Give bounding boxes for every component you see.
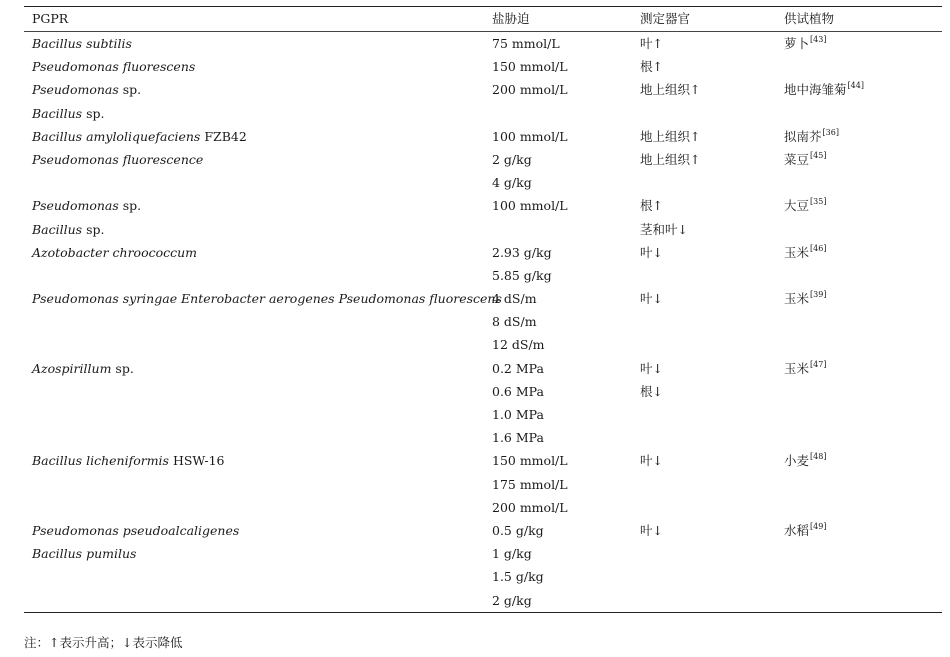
cell-organ: 地上组织↑ <box>640 82 701 98</box>
cell-plant <box>784 449 826 472</box>
cell-stress: 1.6 MPa <box>492 430 544 446</box>
plant-name: 大豆 <box>784 198 810 214</box>
table-row <box>24 171 942 194</box>
cell-stress: 4 dS/m <box>492 291 537 307</box>
cell-organ: 叶↓ <box>640 244 663 260</box>
plant-name: 玉米 <box>784 360 810 376</box>
cell-stress: 4 g/kg <box>492 175 532 191</box>
table-row <box>24 426 942 449</box>
cell-plant <box>784 333 785 356</box>
table-row <box>24 264 942 287</box>
cell-stress: 2.93 g/kg <box>492 244 552 260</box>
pgpr-name: Bacillus <box>32 221 83 237</box>
header-pgpr: PGPR <box>32 11 69 26</box>
plant-name: 小麦 <box>784 453 810 469</box>
table-row <box>24 78 942 101</box>
table-row <box>24 380 942 403</box>
table-row <box>24 542 942 565</box>
cell-pgpr <box>32 125 247 148</box>
cell-pgpr <box>32 542 136 565</box>
cell-pgpr <box>32 218 104 241</box>
cell-stress: 100 mmol/L <box>492 198 568 214</box>
pgpr-name: Bacillus pumilus <box>32 546 137 562</box>
cell-plant <box>784 519 826 542</box>
cell-organ: 茎和叶↓ <box>640 221 688 237</box>
cell-stress: 175 mmol/L <box>492 476 568 492</box>
cell-organ: 根↑ <box>640 198 663 214</box>
pgpr-suffix: FZB42 <box>200 128 247 144</box>
cell-organ: 根↓ <box>640 383 663 399</box>
reference-number: [36] <box>822 127 839 137</box>
pgpr-name: Bacillus <box>32 105 83 121</box>
reference-number: [43] <box>810 35 827 44</box>
table-row <box>24 310 942 333</box>
pgpr-suffix: HSW-16 <box>168 453 225 469</box>
cell-organ: 叶↓ <box>640 291 663 307</box>
cell-plant <box>784 542 785 565</box>
table-row <box>24 125 942 148</box>
reference-number: [45] <box>810 150 827 160</box>
cell-plant <box>784 148 826 171</box>
cell-organ: 叶↓ <box>640 360 663 376</box>
cell-organ: 根↑ <box>640 59 663 75</box>
cell-pgpr <box>32 32 132 55</box>
cell-plant <box>784 473 785 496</box>
table-row <box>24 32 942 55</box>
cell-plant <box>784 102 785 125</box>
cell-organ: 叶↓ <box>640 453 663 469</box>
pgpr-name: Pseudomonas pseudoalcaligenes <box>32 522 240 538</box>
bottom-rule <box>24 612 942 613</box>
cell-pgpr <box>32 194 141 217</box>
cell-stress: 200 mmol/L <box>492 499 568 515</box>
cell-plant <box>784 357 826 380</box>
table-row <box>24 589 942 612</box>
cell-plant <box>784 171 785 194</box>
cell-pgpr <box>32 55 195 78</box>
plant-name: 水稻 <box>784 522 810 538</box>
plant-name: 拟南芥 <box>784 128 822 144</box>
reference-number: [39] <box>810 290 827 300</box>
table-note: 注：↑表示升高；↓表示降低 <box>24 635 183 650</box>
header-row <box>24 7 942 31</box>
cell-organ: 叶↑ <box>640 36 663 51</box>
cell-stress: 2 g/kg <box>492 151 532 167</box>
pgpr-name: Azotobacter chroococcum <box>32 244 198 260</box>
data-table <box>24 6 942 613</box>
cell-plant <box>784 287 826 310</box>
cell-plant <box>784 589 785 612</box>
cell-plant <box>784 403 785 426</box>
table-row <box>24 403 942 426</box>
table-row <box>24 102 942 125</box>
plant-name: 玉米 <box>784 291 810 307</box>
cell-pgpr <box>32 287 502 310</box>
cell-plant <box>784 55 785 78</box>
cell-pgpr <box>32 519 239 542</box>
cell-pgpr <box>32 78 141 101</box>
cell-plant <box>784 496 785 519</box>
cell-stress: 0.2 MPa <box>492 360 544 376</box>
table-row <box>24 333 942 356</box>
plant-name: 地中海雏菊 <box>784 82 847 98</box>
cell-stress: 0.5 g/kg <box>492 522 544 538</box>
cell-stress: 200 mmol/L <box>492 82 568 98</box>
cell-plant <box>784 32 826 55</box>
cell-organ: 地上组织↑ <box>640 151 701 167</box>
reference-number: [48] <box>810 452 827 462</box>
table-row <box>24 473 942 496</box>
cell-pgpr <box>32 449 224 472</box>
cell-plant <box>784 565 785 588</box>
cell-plant <box>784 78 864 101</box>
table-row <box>24 287 942 310</box>
cell-organ: 地上组织↑ <box>640 128 701 144</box>
header-plant: 供试植物 <box>784 11 835 26</box>
pgpr-name: Pseudomonas <box>32 198 119 214</box>
table-row <box>24 496 942 519</box>
table-row <box>24 519 942 542</box>
pgpr-name: Pseudomonas <box>32 82 119 98</box>
cell-stress: 0.6 MPa <box>492 383 544 399</box>
pgpr-name: Azospirillum <box>32 360 112 376</box>
header-organ: 测定器官 <box>640 11 691 26</box>
cell-plant <box>784 426 785 449</box>
table-row <box>24 565 942 588</box>
pgpr-suffix: sp. <box>118 82 142 98</box>
cell-plant <box>784 310 785 333</box>
cell-stress: 1 g/kg <box>492 546 532 562</box>
cell-stress: 75 mmol/L <box>492 36 560 51</box>
cell-pgpr <box>32 357 134 380</box>
pgpr-name: Pseudomonas fluorescence <box>32 151 204 167</box>
pgpr-suffix: sp. <box>82 221 105 237</box>
cell-plant <box>784 241 826 264</box>
plant-name: 玉米 <box>784 244 810 260</box>
cell-stress: 100 mmol/L <box>492 128 568 144</box>
pgpr-suffix: sp. <box>111 360 134 376</box>
cell-pgpr <box>32 102 104 125</box>
cell-plant <box>784 380 785 403</box>
table-row <box>24 55 942 78</box>
cell-plant <box>784 218 785 241</box>
reference-number: [44] <box>847 81 864 91</box>
cell-stress: 2 g/kg <box>492 592 532 608</box>
cell-organ: 叶↓ <box>640 522 663 538</box>
pgpr-name: Pseudomonas syringae Enterobacter aerogenes Pseudomonas fluorescens <box>32 291 502 307</box>
cell-plant <box>784 194 826 217</box>
cell-stress: 150 mmol/L <box>492 453 568 469</box>
pgpr-name: Bacillus subtilis <box>32 36 132 51</box>
header-stress: 盐胁迫 <box>492 11 530 26</box>
table-body <box>24 32 942 612</box>
cell-pgpr <box>32 148 203 171</box>
cell-stress: 12 dS/m <box>492 337 545 353</box>
table-row <box>24 449 942 472</box>
reference-number: [35] <box>810 197 827 207</box>
plant-name: 萝卜 <box>784 36 810 51</box>
pgpr-name: Pseudomonas fluorescens <box>32 59 196 75</box>
cell-plant <box>784 264 785 287</box>
cell-stress: 8 dS/m <box>492 314 537 330</box>
table-row <box>24 357 942 380</box>
reference-number: [47] <box>810 359 827 369</box>
table-row <box>24 218 942 241</box>
reference-number: [49] <box>810 521 827 531</box>
pgpr-name: Bacillus amyloliquefaciens <box>32 128 201 144</box>
cell-plant <box>784 125 839 148</box>
cell-pgpr <box>32 241 197 264</box>
pgpr-suffix: sp. <box>82 105 105 121</box>
cell-stress: 1.0 MPa <box>492 407 544 422</box>
table-row <box>24 148 942 171</box>
cell-stress: 1.5 g/kg <box>492 569 544 585</box>
cell-stress: 150 mmol/L <box>492 59 568 75</box>
cell-stress: 5.85 g/kg <box>492 267 552 283</box>
plant-name: 菜豆 <box>784 151 810 167</box>
reference-number: [46] <box>810 243 827 253</box>
pgpr-name: Bacillus licheniformis <box>32 453 169 469</box>
table-row <box>24 241 942 264</box>
table-row <box>24 194 942 217</box>
pgpr-suffix: sp. <box>118 198 142 214</box>
